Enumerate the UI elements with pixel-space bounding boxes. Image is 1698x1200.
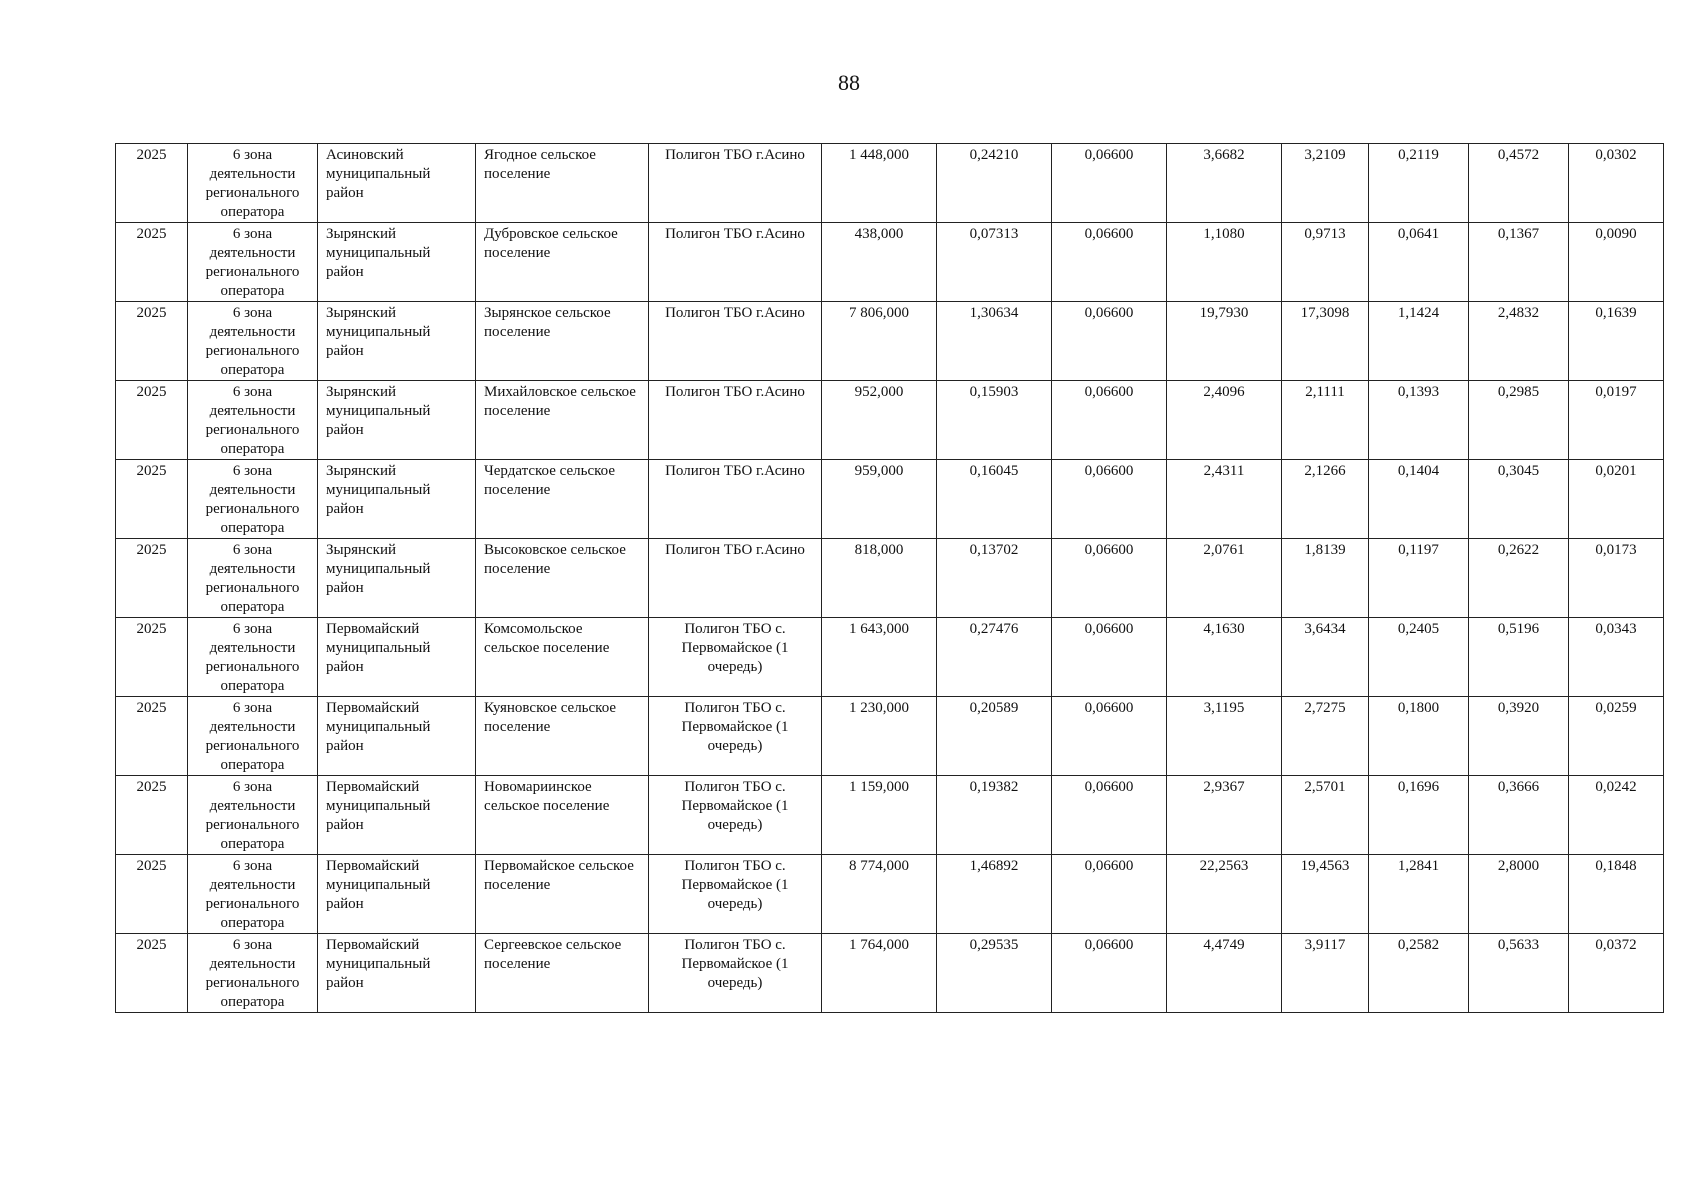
year-cell: 2025: [116, 618, 188, 697]
facility-cell: Полигон ТБО с. Первомайское (1 очередь): [649, 855, 822, 934]
table-row: [116, 302, 1664, 381]
value-cell-4: 3,6682: [1167, 144, 1282, 223]
district-cell: Первомайский муниципальный район: [318, 776, 476, 855]
facility-cell: Полигон ТБО с. Первомайское (1 очередь): [649, 697, 822, 776]
value-cell-1: 1 643,000: [822, 618, 937, 697]
value-cell-8: 0,0173: [1569, 539, 1664, 618]
value-cell-3: 0,06600: [1052, 776, 1167, 855]
value-cell-1: 1 230,000: [822, 697, 937, 776]
facility-cell: Полигон ТБО с. Первомайское (1 очередь): [649, 934, 822, 1013]
value-cell-1: 1 764,000: [822, 934, 937, 1013]
district-cell: Первомайский муниципальный район: [318, 618, 476, 697]
value-cell-6: 0,2119: [1369, 144, 1469, 223]
value-cell-6: 0,2582: [1369, 934, 1469, 1013]
facility-cell: Полигон ТБО с. Первомайское (1 очередь): [649, 618, 822, 697]
value-cell-4: 2,4096: [1167, 381, 1282, 460]
settlement-cell: Дубровское сельское поселение: [476, 223, 649, 302]
zone-cell: 6 зона деятельности регионального оператора: [188, 144, 318, 223]
value-cell-3: 0,06600: [1052, 460, 1167, 539]
facility-cell: Полигон ТБО г.Асино: [649, 460, 822, 539]
value-cell-5: 2,1266: [1282, 460, 1369, 539]
value-cell-1: 1 159,000: [822, 776, 937, 855]
district-cell: Асиновский муниципальный район: [318, 144, 476, 223]
table-row: [116, 223, 1664, 302]
value-cell-3: 0,06600: [1052, 697, 1167, 776]
year-cell: 2025: [116, 381, 188, 460]
value-cell-5: 2,1111: [1282, 381, 1369, 460]
value-cell-2: 0,24210: [937, 144, 1052, 223]
year-cell: 2025: [116, 776, 188, 855]
zone-cell: 6 зона деятельности регионального оператора: [188, 223, 318, 302]
value-cell-7: 0,5196: [1469, 618, 1569, 697]
zone-cell: 6 зона деятельности регионального оператора: [188, 618, 318, 697]
value-cell-3: 0,06600: [1052, 223, 1167, 302]
value-cell-3: 0,06600: [1052, 618, 1167, 697]
district-cell: Первомайский муниципальный район: [318, 855, 476, 934]
facility-cell: Полигон ТБО г.Асино: [649, 144, 822, 223]
value-cell-8: 0,0259: [1569, 697, 1664, 776]
value-cell-6: 0,1404: [1369, 460, 1469, 539]
value-cell-5: 2,5701: [1282, 776, 1369, 855]
value-cell-7: 0,3666: [1469, 776, 1569, 855]
zone-cell: 6 зона деятельности регионального оператора: [188, 855, 318, 934]
value-cell-2: 0,15903: [937, 381, 1052, 460]
value-cell-2: 1,46892: [937, 855, 1052, 934]
value-cell-5: 17,3098: [1282, 302, 1369, 381]
value-cell-6: 0,2405: [1369, 618, 1469, 697]
value-cell-1: 8 774,000: [822, 855, 937, 934]
table-row: [116, 697, 1664, 776]
value-cell-1: 959,000: [822, 460, 937, 539]
settlement-cell: Ягодное сельское поселение: [476, 144, 649, 223]
value-cell-8: 0,0343: [1569, 618, 1664, 697]
value-cell-2: 0,19382: [937, 776, 1052, 855]
facility-cell: Полигон ТБО г.Асино: [649, 223, 822, 302]
value-cell-1: 1 448,000: [822, 144, 937, 223]
value-cell-8: 0,0372: [1569, 934, 1664, 1013]
value-cell-7: 0,2622: [1469, 539, 1569, 618]
value-cell-6: 0,1800: [1369, 697, 1469, 776]
value-cell-8: 0,0090: [1569, 223, 1664, 302]
value-cell-7: 0,2985: [1469, 381, 1569, 460]
year-cell: 2025: [116, 302, 188, 381]
district-cell: Зырянский муниципальный район: [318, 223, 476, 302]
district-cell: Зырянский муниципальный район: [318, 539, 476, 618]
table-row: [116, 776, 1664, 855]
settlement-cell: Чердатское сельское поселение: [476, 460, 649, 539]
value-cell-8: 0,0302: [1569, 144, 1664, 223]
district-cell: Зырянский муниципальный район: [318, 381, 476, 460]
data-table: [115, 143, 1664, 1013]
value-cell-5: 1,8139: [1282, 539, 1369, 618]
value-cell-3: 0,06600: [1052, 539, 1167, 618]
value-cell-4: 4,4749: [1167, 934, 1282, 1013]
value-cell-5: 0,9713: [1282, 223, 1369, 302]
value-cell-4: 22,2563: [1167, 855, 1282, 934]
year-cell: 2025: [116, 223, 188, 302]
value-cell-4: 1,1080: [1167, 223, 1282, 302]
value-cell-4: 3,1195: [1167, 697, 1282, 776]
value-cell-7: 0,4572: [1469, 144, 1569, 223]
value-cell-7: 0,5633: [1469, 934, 1569, 1013]
value-cell-2: 0,27476: [937, 618, 1052, 697]
settlement-cell: Сергеевское сельское поселение: [476, 934, 649, 1013]
value-cell-6: 0,0641: [1369, 223, 1469, 302]
value-cell-2: 0,07313: [937, 223, 1052, 302]
value-cell-1: 438,000: [822, 223, 937, 302]
value-cell-7: 0,1367: [1469, 223, 1569, 302]
year-cell: 2025: [116, 697, 188, 776]
value-cell-7: 2,8000: [1469, 855, 1569, 934]
district-cell: Первомайский муниципальный район: [318, 934, 476, 1013]
page-number: 88: [838, 70, 860, 95]
settlement-cell: Комсомольское сельское поселение: [476, 618, 649, 697]
value-cell-7: 2,4832: [1469, 302, 1569, 381]
value-cell-7: 0,3045: [1469, 460, 1569, 539]
table-row: [116, 618, 1664, 697]
zone-cell: 6 зона деятельности регионального оператора: [188, 776, 318, 855]
value-cell-6: 1,2841: [1369, 855, 1469, 934]
value-cell-4: 4,1630: [1167, 618, 1282, 697]
value-cell-5: 3,9117: [1282, 934, 1369, 1013]
facility-cell: Полигон ТБО г.Асино: [649, 381, 822, 460]
value-cell-5: 3,2109: [1282, 144, 1369, 223]
year-cell: 2025: [116, 934, 188, 1013]
zone-cell: 6 зона деятельности регионального оператора: [188, 934, 318, 1013]
settlement-cell: Зырянское сельское поселение: [476, 302, 649, 381]
value-cell-2: 0,16045: [937, 460, 1052, 539]
settlement-cell: Первомайское сельское поселение: [476, 855, 649, 934]
value-cell-4: 2,0761: [1167, 539, 1282, 618]
value-cell-8: 0,0242: [1569, 776, 1664, 855]
zone-cell: 6 зона деятельности регионального оператора: [188, 697, 318, 776]
table-row: [116, 855, 1664, 934]
table-body: [116, 144, 1664, 1013]
value-cell-8: 0,1639: [1569, 302, 1664, 381]
zone-cell: 6 зона деятельности регионального оператора: [188, 381, 318, 460]
value-cell-5: 2,7275: [1282, 697, 1369, 776]
value-cell-1: 952,000: [822, 381, 937, 460]
district-cell: Первомайский муниципальный район: [318, 697, 476, 776]
value-cell-6: 0,1696: [1369, 776, 1469, 855]
value-cell-3: 0,06600: [1052, 855, 1167, 934]
facility-cell: Полигон ТБО с. Первомайское (1 очередь): [649, 776, 822, 855]
settlement-cell: Михайловское сельское поселение: [476, 381, 649, 460]
value-cell-7: 0,3920: [1469, 697, 1569, 776]
value-cell-8: 0,0201: [1569, 460, 1664, 539]
year-cell: 2025: [116, 144, 188, 223]
zone-cell: 6 зона деятельности регионального оператора: [188, 302, 318, 381]
value-cell-2: 0,29535: [937, 934, 1052, 1013]
table-row: [116, 934, 1664, 1013]
settlement-cell: Высоковское сельское поселение: [476, 539, 649, 618]
year-cell: 2025: [116, 539, 188, 618]
value-cell-4: 2,9367: [1167, 776, 1282, 855]
settlement-cell: Новомариинское сельское поселение: [476, 776, 649, 855]
value-cell-4: 2,4311: [1167, 460, 1282, 539]
value-cell-6: 1,1424: [1369, 302, 1469, 381]
value-cell-5: 19,4563: [1282, 855, 1369, 934]
district-cell: Зырянский муниципальный район: [318, 302, 476, 381]
facility-cell: Полигон ТБО г.Асино: [649, 539, 822, 618]
table-row: [116, 539, 1664, 618]
district-cell: Зырянский муниципальный район: [318, 460, 476, 539]
year-cell: 2025: [116, 460, 188, 539]
value-cell-6: 0,1393: [1369, 381, 1469, 460]
value-cell-1: 818,000: [822, 539, 937, 618]
value-cell-5: 3,6434: [1282, 618, 1369, 697]
value-cell-3: 0,06600: [1052, 144, 1167, 223]
value-cell-8: 0,0197: [1569, 381, 1664, 460]
zone-cell: 6 зона деятельности регионального оператора: [188, 460, 318, 539]
table-row: [116, 144, 1664, 223]
value-cell-6: 0,1197: [1369, 539, 1469, 618]
zone-cell: 6 зона деятельности регионального оператора: [188, 539, 318, 618]
table-row: [116, 460, 1664, 539]
settlement-cell: Куяновское сельское поселение: [476, 697, 649, 776]
table-row: [116, 381, 1664, 460]
value-cell-3: 0,06600: [1052, 302, 1167, 381]
value-cell-3: 0,06600: [1052, 381, 1167, 460]
value-cell-3: 0,06600: [1052, 934, 1167, 1013]
value-cell-2: 1,30634: [937, 302, 1052, 381]
value-cell-8: 0,1848: [1569, 855, 1664, 934]
value-cell-2: 0,20589: [937, 697, 1052, 776]
value-cell-4: 19,7930: [1167, 302, 1282, 381]
value-cell-2: 0,13702: [937, 539, 1052, 618]
year-cell: 2025: [116, 855, 188, 934]
value-cell-1: 7 806,000: [822, 302, 937, 381]
facility-cell: Полигон ТБО г.Асино: [649, 302, 822, 381]
